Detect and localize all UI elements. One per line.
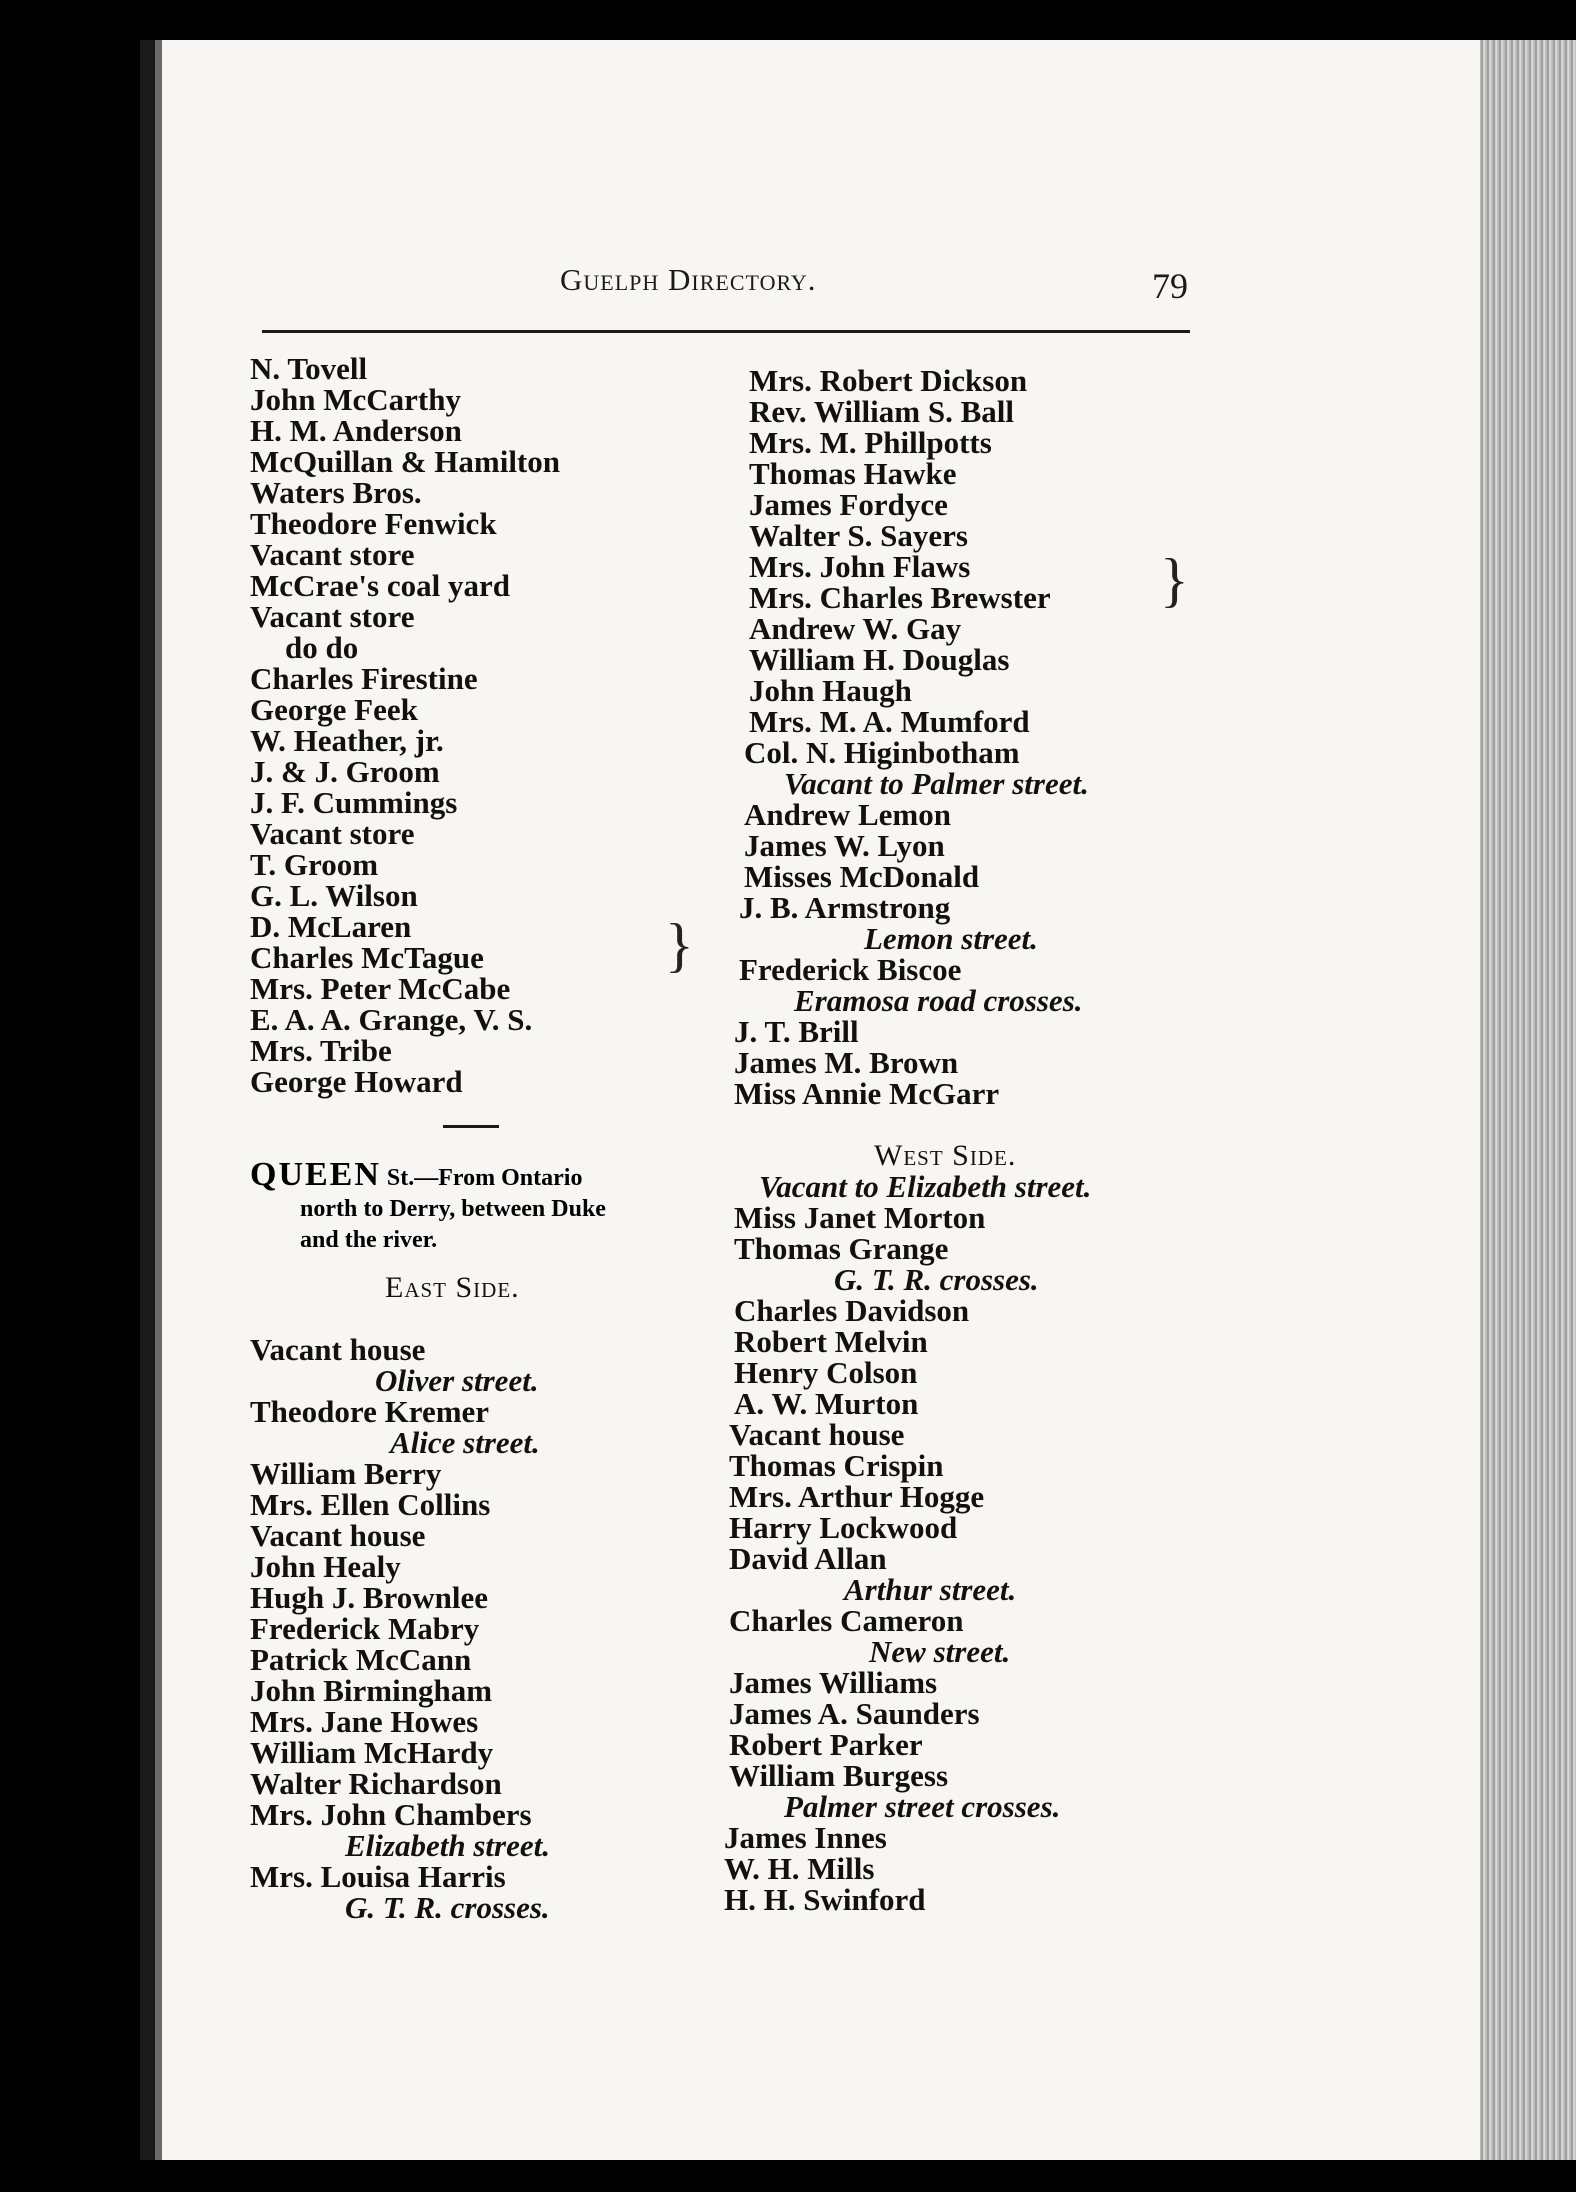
- right-column-listing: [724, 365, 1091, 1915]
- directory-entry: J. & J. Groom: [250, 754, 440, 789]
- directory-entry: J. F. Cummings: [250, 785, 458, 820]
- directory-entry: Mrs. Peter McCabe: [250, 971, 511, 1006]
- left-column-listing-2: [250, 1272, 700, 1923]
- directory-entry: Frederick Biscoe: [739, 952, 962, 987]
- directory-entry: Charles McTague: [250, 940, 484, 975]
- brace-mark: }: [1160, 547, 1189, 613]
- directory-entry: John McCarthy: [250, 382, 461, 417]
- page-binding-shadow: [140, 40, 155, 2160]
- directory-entry: Charles Firestine: [250, 661, 478, 696]
- brace-mark: }: [665, 912, 694, 978]
- directory-entry: A. W. Murton: [734, 1386, 919, 1421]
- directory-entry: James W. Lyon: [744, 828, 945, 863]
- directory-entry: Mrs. Louisa Harris: [250, 1859, 506, 1894]
- directory-entry: McQuillan & Hamilton: [250, 444, 560, 479]
- directory-entry: John Haugh: [749, 673, 912, 708]
- directory-entry: Miss Janet Morton: [734, 1200, 986, 1235]
- directory-entry: William Burgess: [729, 1758, 949, 1793]
- directory-entry: Thomas Crispin: [729, 1448, 944, 1483]
- directory-entry: Misses McDonald: [744, 859, 980, 894]
- directory-entry: Vacant house: [250, 1518, 426, 1553]
- directory-entry: Vacant house: [250, 1332, 426, 1367]
- directory-entry: Theodore Fenwick: [250, 506, 497, 541]
- directory-entry: John Birmingham: [250, 1673, 493, 1708]
- directory-entry: Thomas Grange: [734, 1231, 949, 1266]
- directory-entry: Vacant house: [729, 1417, 905, 1452]
- directory-entry: Mrs. Arthur Hogge: [729, 1479, 985, 1514]
- directory-entry: Col. N. Higinbotham: [744, 735, 1020, 770]
- directory-entry: N. Tovell: [250, 351, 368, 386]
- page-number: 79: [1152, 266, 1188, 306]
- cross-street-label: Lemon street.: [864, 921, 1038, 956]
- directory-entry: H. M. Anderson: [250, 413, 462, 448]
- directory-entry: Frederick Mabry: [250, 1611, 480, 1646]
- directory-entry: Mrs. M. Phillpotts: [749, 425, 992, 460]
- directory-entry: Mrs. Ellen Collins: [250, 1487, 491, 1522]
- directory-entry: Theodore Kremer: [250, 1394, 490, 1429]
- directory-entry: Robert Parker: [729, 1727, 923, 1762]
- directory-entry: David Allan: [729, 1541, 887, 1576]
- directory-entry: James Fordyce: [749, 487, 948, 522]
- directory-entry: J. B. Armstrong: [739, 890, 951, 925]
- section-divider: [443, 1125, 499, 1128]
- directory-entry: Thomas Hawke: [749, 456, 957, 491]
- cross-street-label: Alice street.: [390, 1425, 540, 1460]
- directory-entry: J. T. Brill: [734, 1014, 859, 1049]
- directory-entry: Patrick McCann: [250, 1642, 472, 1677]
- directory-entry: William Berry: [250, 1456, 442, 1491]
- directory-entry: Rev. William S. Ball: [749, 394, 1014, 429]
- spacer: [724, 1109, 1091, 1140]
- directory-entry: James Williams: [729, 1665, 938, 1700]
- directory-entry: Waters Bros.: [250, 475, 422, 510]
- directory-entry: Vacant store: [250, 599, 415, 634]
- directory-entry: Charles Davidson: [734, 1293, 970, 1328]
- cross-street-label: Arthur street.: [844, 1572, 1017, 1607]
- directory-entry: Harry Lockwood: [729, 1510, 958, 1545]
- directory-entry: Henry Colson: [734, 1355, 918, 1390]
- cross-street-label: Elizabeth street.: [345, 1828, 550, 1863]
- directory-entry: Miss Annie McGarr: [734, 1076, 1000, 1111]
- directory-entry: Mrs. Jane Howes: [250, 1704, 479, 1739]
- street-description: St.—From Ontario: [380, 1165, 583, 1191]
- directory-entry: Vacant store: [250, 537, 415, 572]
- header-rule: [262, 330, 1190, 333]
- cross-street-label: G. T. R. crosses.: [834, 1262, 1039, 1297]
- street-description-cont: and the river.: [300, 1227, 438, 1253]
- left-column-listing: [250, 353, 560, 1097]
- directory-entry: H. H. Swinford: [724, 1882, 926, 1917]
- directory-entry: T. Groom: [250, 847, 379, 882]
- spacer: [250, 1303, 700, 1334]
- cross-street-label: G. T. R. crosses.: [345, 1890, 550, 1925]
- directory-entry: G. L. Wilson: [250, 878, 418, 913]
- cross-street-label: New street.: [869, 1634, 1011, 1669]
- street-heading-block: [250, 1156, 700, 1925]
- directory-entry: William H. Douglas: [749, 642, 1010, 677]
- page-binding-gutter: [155, 40, 162, 2160]
- directory-entry: do do: [285, 630, 359, 665]
- page-title: Guelph Directory.: [560, 262, 817, 297]
- directory-entry: Andrew W. Gay: [749, 611, 962, 646]
- book-page-edges: [1480, 40, 1576, 2160]
- directory-entry: James A. Saunders: [729, 1696, 980, 1731]
- directory-entry: William McHardy: [250, 1735, 494, 1770]
- directory-entry: Mrs. John Flaws: [749, 549, 971, 584]
- directory-entry: George Howard: [250, 1064, 463, 1099]
- cross-street-label: Vacant to Elizabeth street.: [759, 1169, 1092, 1204]
- directory-entry: Walter S. Sayers: [749, 518, 968, 553]
- directory-entry: Mrs. Robert Dickson: [749, 363, 1028, 398]
- directory-entry: Vacant store: [250, 816, 415, 851]
- cross-street-label: Eramosa road crosses.: [794, 983, 1083, 1018]
- directory-entry: John Healy: [250, 1549, 401, 1584]
- cross-street-label: Vacant to Palmer street.: [784, 766, 1089, 801]
- directory-entry: Mrs. John Chambers: [250, 1797, 532, 1832]
- directory-entry: James Innes: [724, 1820, 887, 1855]
- directory-entry: Mrs. M. A. Mumford: [749, 704, 1030, 739]
- directory-entry: Hugh J. Brownlee: [250, 1580, 488, 1615]
- directory-entry: George Feek: [250, 692, 418, 727]
- side-heading: East Side.: [385, 1271, 520, 1304]
- cross-street-label: Oliver street.: [375, 1363, 539, 1398]
- cross-street-label: Palmer street crosses.: [784, 1789, 1061, 1824]
- directory-entry: D. McLaren: [250, 909, 412, 944]
- directory-entry: W. H. Mills: [724, 1851, 875, 1886]
- side-heading: West Side.: [874, 1139, 1017, 1172]
- street-heading: QUEEN: [250, 1156, 381, 1193]
- directory-entry: Mrs. Tribe: [250, 1033, 392, 1068]
- directory-entry: McCrae's coal yard: [250, 568, 510, 603]
- directory-entry: Walter Richardson: [250, 1766, 502, 1801]
- directory-entry: Charles Cameron: [729, 1603, 964, 1638]
- directory-entry: Mrs. Charles Brewster: [749, 580, 1051, 615]
- directory-entry: James M. Brown: [734, 1045, 959, 1080]
- street-description-cont: north to Derry, between Duke: [300, 1196, 606, 1222]
- directory-entry: Robert Melvin: [734, 1324, 928, 1359]
- directory-entry: W. Heather, jr.: [250, 723, 444, 758]
- directory-entry: Andrew Lemon: [744, 797, 951, 832]
- directory-entry: E. A. A. Grange, V. S.: [250, 1002, 533, 1037]
